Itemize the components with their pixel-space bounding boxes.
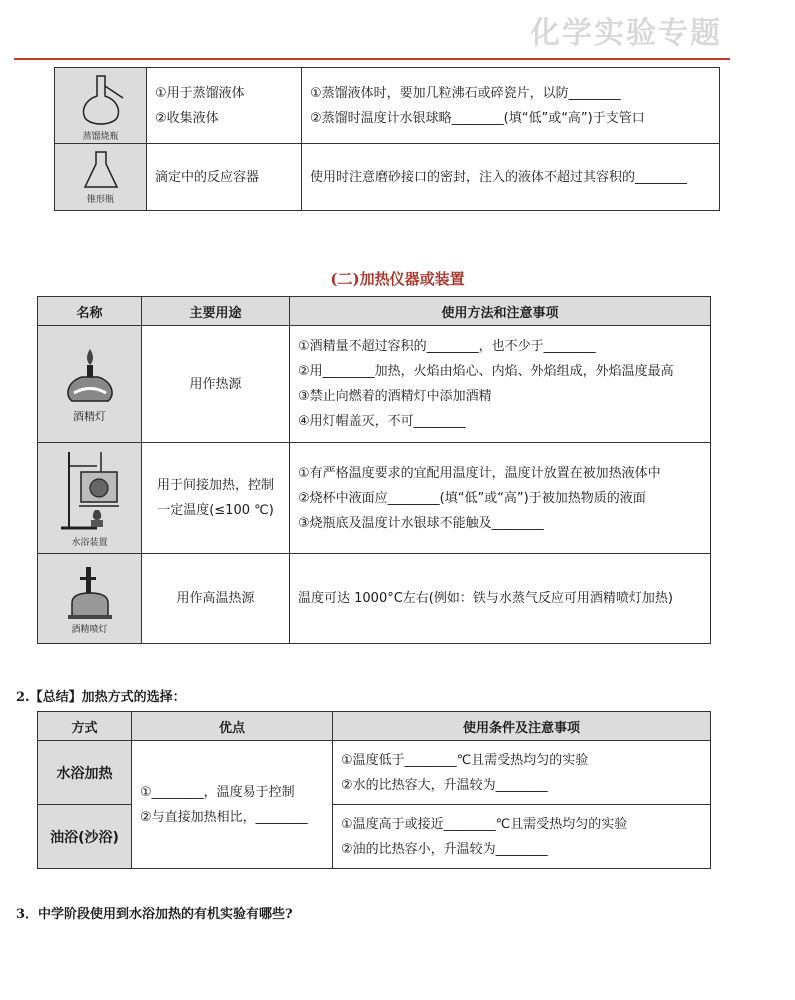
use-line: 滴定中的反应容器 (155, 169, 260, 185)
blast-lamp-notes (290, 554, 711, 644)
note-line: ①温度低于________℃且需受热均匀的实验 (341, 752, 589, 768)
water-bath-icon (57, 448, 123, 534)
use-line: 用作高温热源 (176, 591, 255, 606)
oil-bath-method: 油浴(沙浴) (38, 805, 132, 869)
distillation-flask-cell (55, 68, 147, 144)
table-row (38, 443, 711, 554)
water-bath-cell (38, 443, 142, 554)
heating-instruments-table (37, 296, 711, 644)
blast-lamp-label: 酒精喷灯 (71, 624, 108, 635)
table-row (38, 741, 711, 805)
conical-flask-cell (55, 144, 147, 211)
alcohol-lamp-icon (60, 345, 120, 407)
water-bath-use (142, 443, 290, 554)
header-notes: 使用方法和注意事项 (290, 297, 711, 326)
note-line: ③烧瓶底及温度计水银球不能触及________ (298, 515, 544, 531)
note-line: ②油的比热容小，升温较为________ (341, 841, 548, 857)
water-bath-label: 水浴装置 (71, 538, 108, 548)
heating-section-title: (二)加热仪器或装置 (330, 270, 465, 288)
header-conditions: 使用条件及注意事项 (333, 712, 711, 741)
use-line: 用作热源 (189, 376, 242, 392)
note-line: ①蒸馏液体时，要加几粒沸石或碎瓷片，以防________ (310, 85, 621, 101)
note-line: ②用________加热，火焰由焰心、内焰、外焰组成，外焰温度最高 (298, 364, 674, 379)
distillation-flask-use (147, 68, 302, 144)
distillation-flask-icon (71, 70, 131, 128)
water-bath-conditions (333, 741, 711, 805)
table-header-row (38, 297, 711, 326)
note-line: 使用时注意磨砂接口的密封，注入的液体不超过其容积的________ (310, 169, 688, 185)
advantages-cell (132, 741, 333, 869)
page-header-title: 化学实验专题 (530, 16, 722, 51)
use-line: ①用于蒸馏液体 (155, 85, 245, 101)
table-row (38, 554, 711, 644)
heating-method-table (37, 711, 711, 869)
conical-flask-use (147, 144, 302, 211)
table-row (55, 144, 720, 211)
note-line: ③禁止向燃着的酒精灯中添加酒精 (298, 389, 492, 404)
note-line: ②水的比热容大，升温较为________ (341, 777, 548, 793)
advantage-line: ②与直接加热相比，________ (140, 809, 308, 825)
blast-lamp-cell (38, 554, 142, 644)
note-line: 温度可达 1000°C左右(例如：铁与水蒸气反应可用酒精喷灯加热) (298, 591, 673, 606)
use-line: ②收集液体 (155, 110, 219, 126)
note-line: ②蒸馏时温度计水银球略________(填“低”或“高”)于支管口 (310, 110, 645, 126)
oil-bath-conditions (333, 805, 711, 869)
water-bath-method: 水浴加热 (38, 741, 132, 805)
conical-flask-icon (81, 149, 121, 191)
alcohol-lamp-label: 酒精灯 (73, 409, 106, 423)
advantage-line: ①________，温度易于控制 (140, 784, 295, 800)
note-line: ④用灯帽盖灭，不可________ (298, 414, 466, 429)
header-advantage: 优点 (132, 712, 333, 741)
note-line: ①有严格温度要求的宜配用温度计，温度计放置在被加热液体中 (298, 465, 661, 481)
blast-lamp-icon (62, 563, 118, 621)
summary-question: 2.【总结】加热方式的选择： (16, 690, 186, 705)
note-line: ②烧杯中液面应________(填“低”或“高”)于被加热物质的液面 (298, 490, 646, 506)
use-line: 用于间接加热，控制 (156, 478, 274, 493)
container-instruments-table (54, 67, 720, 211)
alcohol-lamp-use (142, 326, 290, 443)
distillation-flask-notes (302, 68, 720, 144)
blast-lamp-use (142, 554, 290, 644)
table-row (55, 68, 720, 144)
table-row (38, 326, 711, 443)
header-use: 主要用途 (142, 297, 290, 326)
alcohol-lamp-notes (290, 326, 711, 443)
organic-experiments-question: 3．中学阶段使用到水浴加热的有机实验有哪些? (16, 907, 293, 922)
conical-flask-notes (302, 144, 720, 211)
water-bath-notes (290, 443, 711, 554)
note-line: ①温度高于或接近________℃且需受热均匀的实验 (341, 816, 628, 832)
header-name: 名称 (38, 297, 142, 326)
use-line: 一定温度(≤100 ℃) (157, 503, 274, 518)
note-line: ①酒精量不超过容积的________，也不少于________ (298, 339, 596, 354)
header-method: 方式 (38, 712, 132, 741)
table-header-row (38, 712, 711, 741)
alcohol-lamp-cell (38, 326, 142, 443)
distillation-flask-label: 蒸馏烧瓶 (82, 131, 119, 142)
header-divider (14, 58, 730, 60)
conical-flask-label: 锥形瓶 (86, 195, 114, 205)
